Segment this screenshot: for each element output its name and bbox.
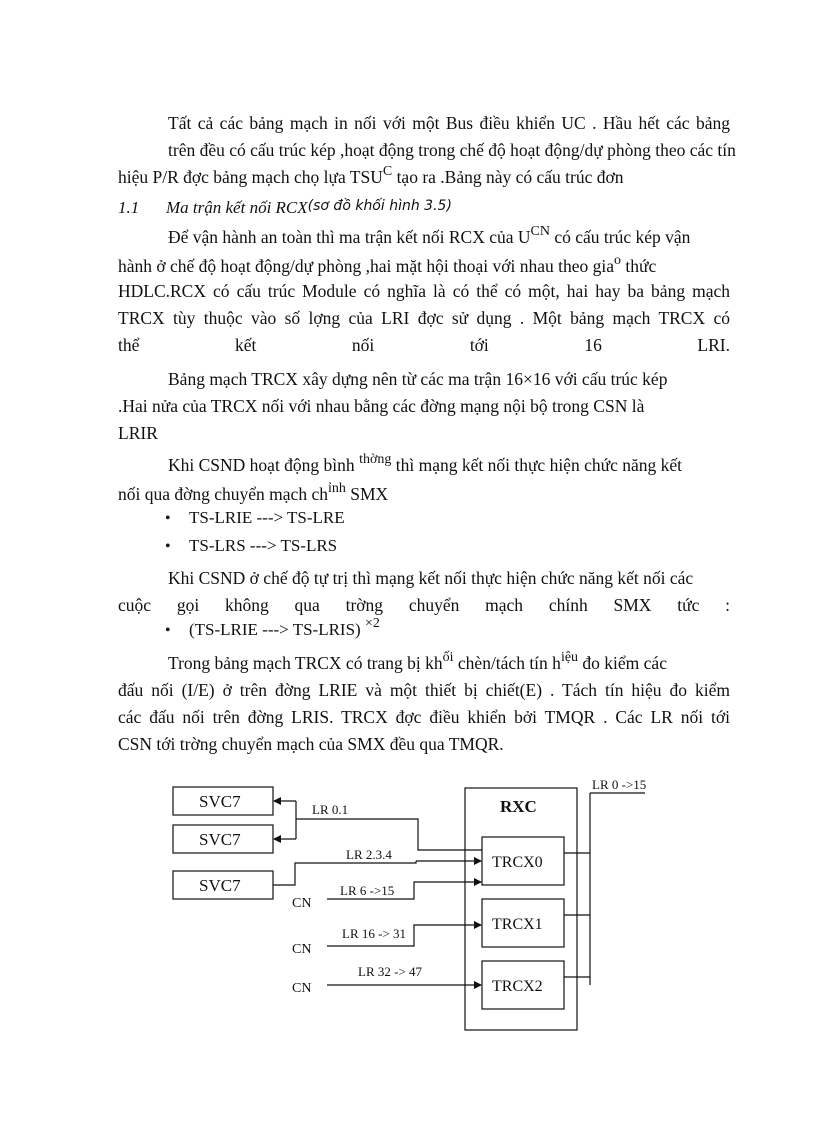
bullet-item: • TS-LRS ---> TS-LRS	[165, 536, 338, 555]
bullet-item: • (TS-LRIE ---> TS-LRIS) $^{\times 2}$	[165, 616, 380, 639]
text-run: tạo ra .Bảng này có cấu trúc đơn	[392, 167, 624, 187]
text-line: Bảng mạch TRCX xây dựng nên từ các ma trận 16×16 với cấu trúc kép	[168, 369, 668, 389]
link-lr-2-3-4	[273, 861, 416, 885]
rcx-block-diagram	[170, 775, 670, 1045]
trcx2-label: TRCX2	[492, 978, 543, 995]
superscript: C	[382, 164, 393, 179]
section-number: 1.1	[118, 198, 140, 217]
superscript: o	[614, 253, 622, 268]
trcx1-label: TRCX1	[492, 916, 543, 933]
trcx0-label: TRCX0	[492, 854, 543, 871]
paragraph-6-last	[118, 731, 730, 758]
text-line: Trong bảng mạch TRCX có trang bị $kh^{ối}$ chèn/tách tín $h^{iệu}$ đo kiểm các	[168, 650, 667, 673]
paragraph-6-cont	[118, 677, 730, 731]
paragraph-1	[118, 110, 736, 164]
paragraph-6	[118, 650, 730, 679]
svc7-label: SVC7	[199, 876, 241, 895]
text-line: nối qua đờng chuyển mạch $ch^{ỉnh}$ SMX	[118, 481, 389, 504]
svc7-label: SVC7	[199, 792, 241, 811]
bullet-icon: •	[165, 538, 171, 555]
text-run: hiệu P/R đợc bảng mạch chọ lựa TSU	[118, 167, 383, 187]
paragraph-2	[118, 224, 730, 282]
text-line: CSN tới trờng chuyển mạch của SMX đều qua TMQR.	[118, 734, 504, 754]
text-line: các đấu nối trên đờng LRIS. TRCX đợc điều khiển bởi TMQR . Các LR nối tới	[118, 707, 730, 727]
section-note: (sơ đồ khối hình 3.5)	[307, 198, 452, 214]
paragraph-1-last-line	[118, 164, 730, 193]
superscript: ối	[442, 650, 454, 665]
section-heading	[118, 198, 452, 218]
bullet-icon: •	[165, 622, 171, 639]
text-line: thể kết nối tới 16 LRI.	[118, 335, 730, 355]
output-label: LR 0 ->15	[592, 777, 647, 792]
section-title: Ma trận kết nối RCX	[166, 198, 308, 217]
rxc-label: RXC	[500, 797, 537, 816]
text-line: cuộc gọi không qua trờng chuyển mạch chính SMX tức :	[118, 595, 730, 615]
text-line: LRIR	[118, 423, 158, 443]
paragraph-4	[118, 452, 730, 510]
superscript: thờng	[359, 452, 392, 467]
superscript: iệu	[560, 650, 579, 665]
link-label: LR 2.3.4	[346, 847, 392, 862]
superscript: ×2	[364, 616, 380, 631]
link-label: LR 6 ->15	[340, 883, 395, 898]
bullet-icon: •	[165, 510, 171, 527]
text-line: Khi CSND ở chế độ tự trị thì mạng kết nối thực hiện chức năng kết nối các	[168, 568, 694, 588]
paragraph-5-cont	[118, 592, 730, 619]
text-line: HDLC.RCX có cấu trúc Module có nghĩa là có thể có một, hai hay ba bảng mạch	[118, 281, 730, 301]
text-line: .Hai nửa của TRCX nối với nhau bằng các đờng mạng nội bộ trong CSN là	[118, 396, 645, 416]
text-line: hành ở chế độ hoạt động/dự phòng ,hai mặt hội thoại với nhau theo gia$^o$ thức	[118, 253, 657, 276]
cn-label: CN	[292, 896, 312, 911]
paragraph-2-cont	[118, 278, 730, 359]
paragraph-5	[118, 565, 730, 592]
text-line: Tất cả các bảng mạch in nối với một Bus điều khiển UC . Hầu hết các bảng	[168, 113, 730, 133]
text-line: trên đều có cấu trúc kép ,hoạt động trong chế độ hoạt động/dự phòng theo các tín	[168, 140, 736, 160]
superscript: ỉnh	[327, 481, 346, 496]
text-line: Để vận hành an toàn thì ma trận kết nối RCX của $U^{CN}$ có cấu trúc kép vận	[168, 224, 691, 247]
cn-label: CN	[292, 942, 312, 957]
superscript: CN	[530, 224, 550, 239]
link-label: LR 16 -> 31	[342, 926, 407, 941]
text-line: TRCX tùy thuộc vào số lợng của LRI đợc sử dụng . Một bảng mạch TRCX có	[118, 308, 730, 328]
paragraph-3	[118, 366, 730, 447]
svc7-label: SVC7	[199, 830, 241, 849]
text-line: đấu nối (I/E) ở trên đờng LRIE và một thiết bị chiết(E) . Tách tín hiệu đo kiểm	[118, 680, 730, 700]
cn-label: CN	[292, 981, 312, 996]
text-line: Khi CSND hoạt động bình $^{thờng}$ thì mạng kết nối thực hiện chức năng kết	[168, 452, 682, 475]
bullet-item: • TS-LRIE ---> TS-LRE	[165, 508, 345, 527]
link-label: LR 32 -> 47	[358, 964, 423, 979]
link-label: LR 0.1	[312, 802, 349, 817]
